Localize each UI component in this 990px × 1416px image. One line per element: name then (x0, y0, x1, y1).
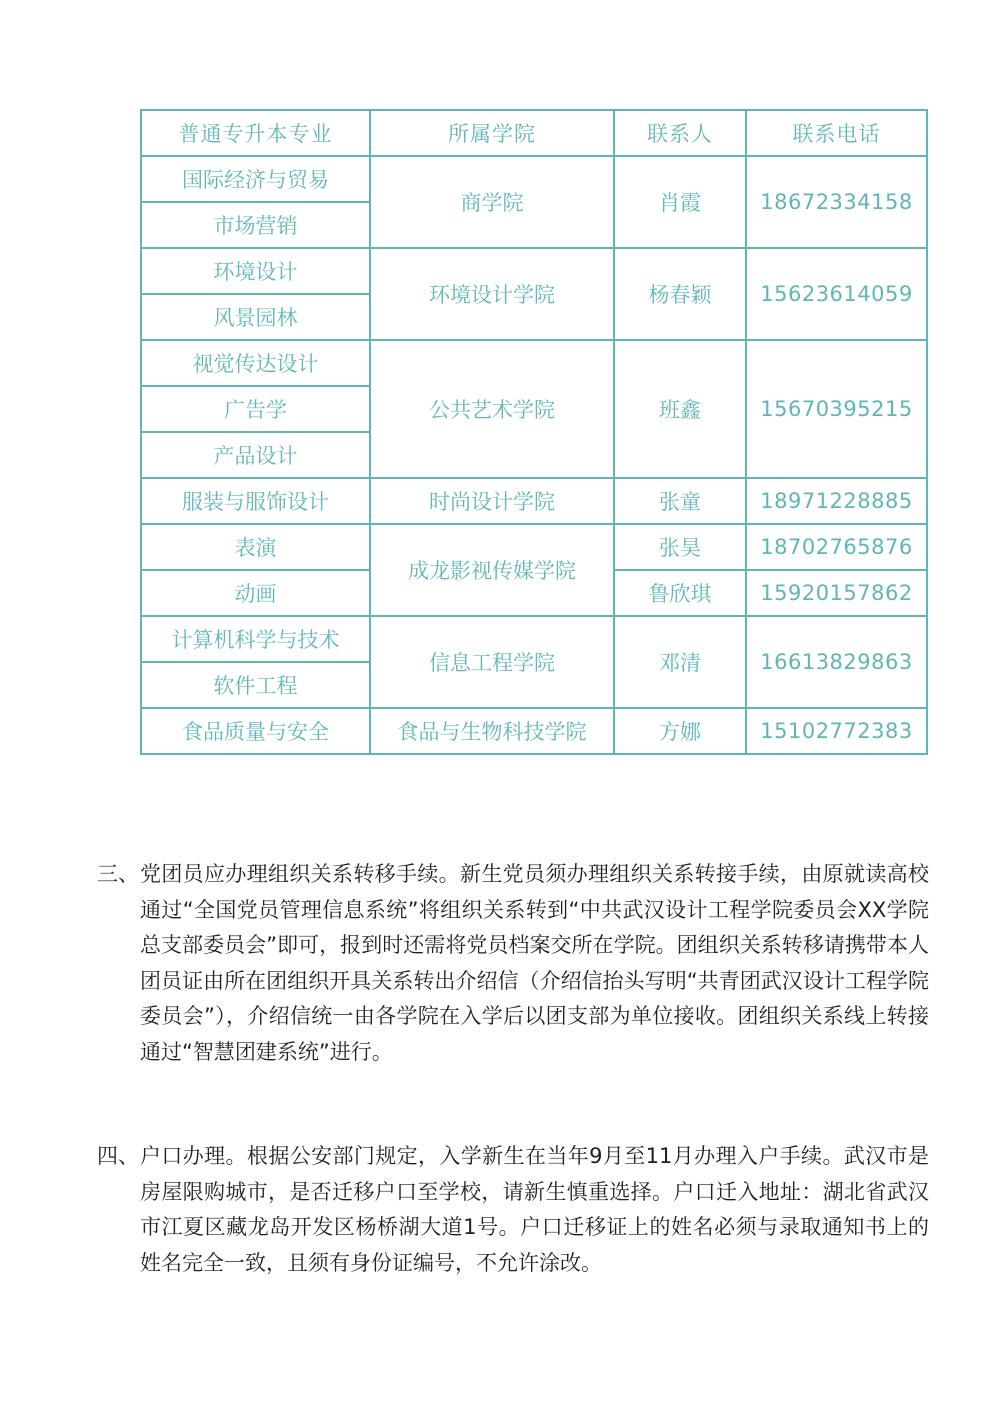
header-phone: 联系电话 (746, 110, 927, 156)
table-row (141, 340, 927, 386)
phone-cell: 15920157862 (746, 570, 927, 616)
phone-cell: 15670395215 (746, 340, 927, 478)
major-cell: 国际经济与贸易 (141, 156, 370, 202)
major-cell: 市场营销 (141, 202, 370, 248)
header-major: 普通专升本专业 (141, 110, 370, 156)
table-row (141, 708, 927, 754)
contact-name-cell: 杨春颖 (614, 248, 746, 340)
major-cell: 动画 (141, 570, 370, 616)
contact-name-cell: 班鑫 (614, 340, 746, 478)
contact-name-cell: 鲁欣琪 (614, 570, 746, 616)
college-cell: 商学院 (370, 156, 614, 248)
header-contact: 联系人 (614, 110, 746, 156)
table-row (141, 524, 927, 570)
section-text: 户口办理。根据公安部门规定，入学新生在当年9月至11月办理入户手续。武汉市是房屋限购城市，是否迁移户口至学校，请新生慎重选择。户口迁入地址：湖北省武汉市江夏区藏龙岛开发区杨桥湖大道1号。户口迁移证上的姓名必须与录取通知书上的姓名完全一致，且须有身份证编号，不允许涂改。 (140, 1144, 929, 1275)
table-row (141, 616, 927, 662)
major-cell: 表演 (141, 524, 370, 570)
table-row (141, 248, 927, 294)
section-text: 党团员应办理组织关系转移手续。新生党员须办理组织关系转接手续，由原就读高校通过“全国党员管理信息系统”将组织关系转到“中共武汉设计工程学院委员会XX学院总支部委员会”即可，报到时还需将党员档案交所在学院。团组织关系转移请携带本人团员证由所在团组织开具关系转出介绍信（介绍信抬头写明“共青团武汉设计工程学院委员会”），介绍信统一由各学院在入学后以团支部为单位接收。团组织关系线上转接通过“智慧团建系统”进行。 (140, 862, 929, 1064)
phone-cell: 15102772383 (746, 708, 927, 754)
section-number: 三、 (97, 862, 139, 886)
major-cell: 产品设计 (141, 432, 370, 478)
college-cell: 信息工程学院 (370, 616, 614, 708)
contact-name-cell: 张昊 (614, 524, 746, 570)
college-cell: 成龙影视传媒学院 (370, 524, 614, 616)
section-party-transfer (97, 857, 929, 1070)
major-cell: 风景园林 (141, 294, 370, 340)
header-college: 所属学院 (370, 110, 614, 156)
college-cell: 环境设计学院 (370, 248, 614, 340)
phone-cell: 18971228885 (746, 478, 927, 524)
major-cell: 服装与服饰设计 (141, 478, 370, 524)
section-hukou (97, 1139, 929, 1281)
major-cell: 视觉传达设计 (141, 340, 370, 386)
section-number: 四、 (97, 1144, 139, 1168)
phone-cell: 18672334158 (746, 156, 927, 248)
contact-name-cell: 张童 (614, 478, 746, 524)
contact-table (140, 109, 928, 755)
table-header-row (141, 110, 927, 156)
college-cell: 公共艺术学院 (370, 340, 614, 478)
phone-cell: 16613829863 (746, 616, 927, 708)
table-row (141, 156, 927, 202)
major-cell: 软件工程 (141, 662, 370, 708)
contact-name-cell: 方娜 (614, 708, 746, 754)
contact-name-cell: 肖霞 (614, 156, 746, 248)
major-cell: 食品质量与安全 (141, 708, 370, 754)
contact-name-cell: 邓清 (614, 616, 746, 708)
major-cell: 广告学 (141, 386, 370, 432)
college-cell: 食品与生物科技学院 (370, 708, 614, 754)
table-row (141, 478, 927, 524)
phone-cell: 15623614059 (746, 248, 927, 340)
major-cell: 环境设计 (141, 248, 370, 294)
college-cell: 时尚设计学院 (370, 478, 614, 524)
major-cell: 计算机科学与技术 (141, 616, 370, 662)
phone-cell: 18702765876 (746, 524, 927, 570)
